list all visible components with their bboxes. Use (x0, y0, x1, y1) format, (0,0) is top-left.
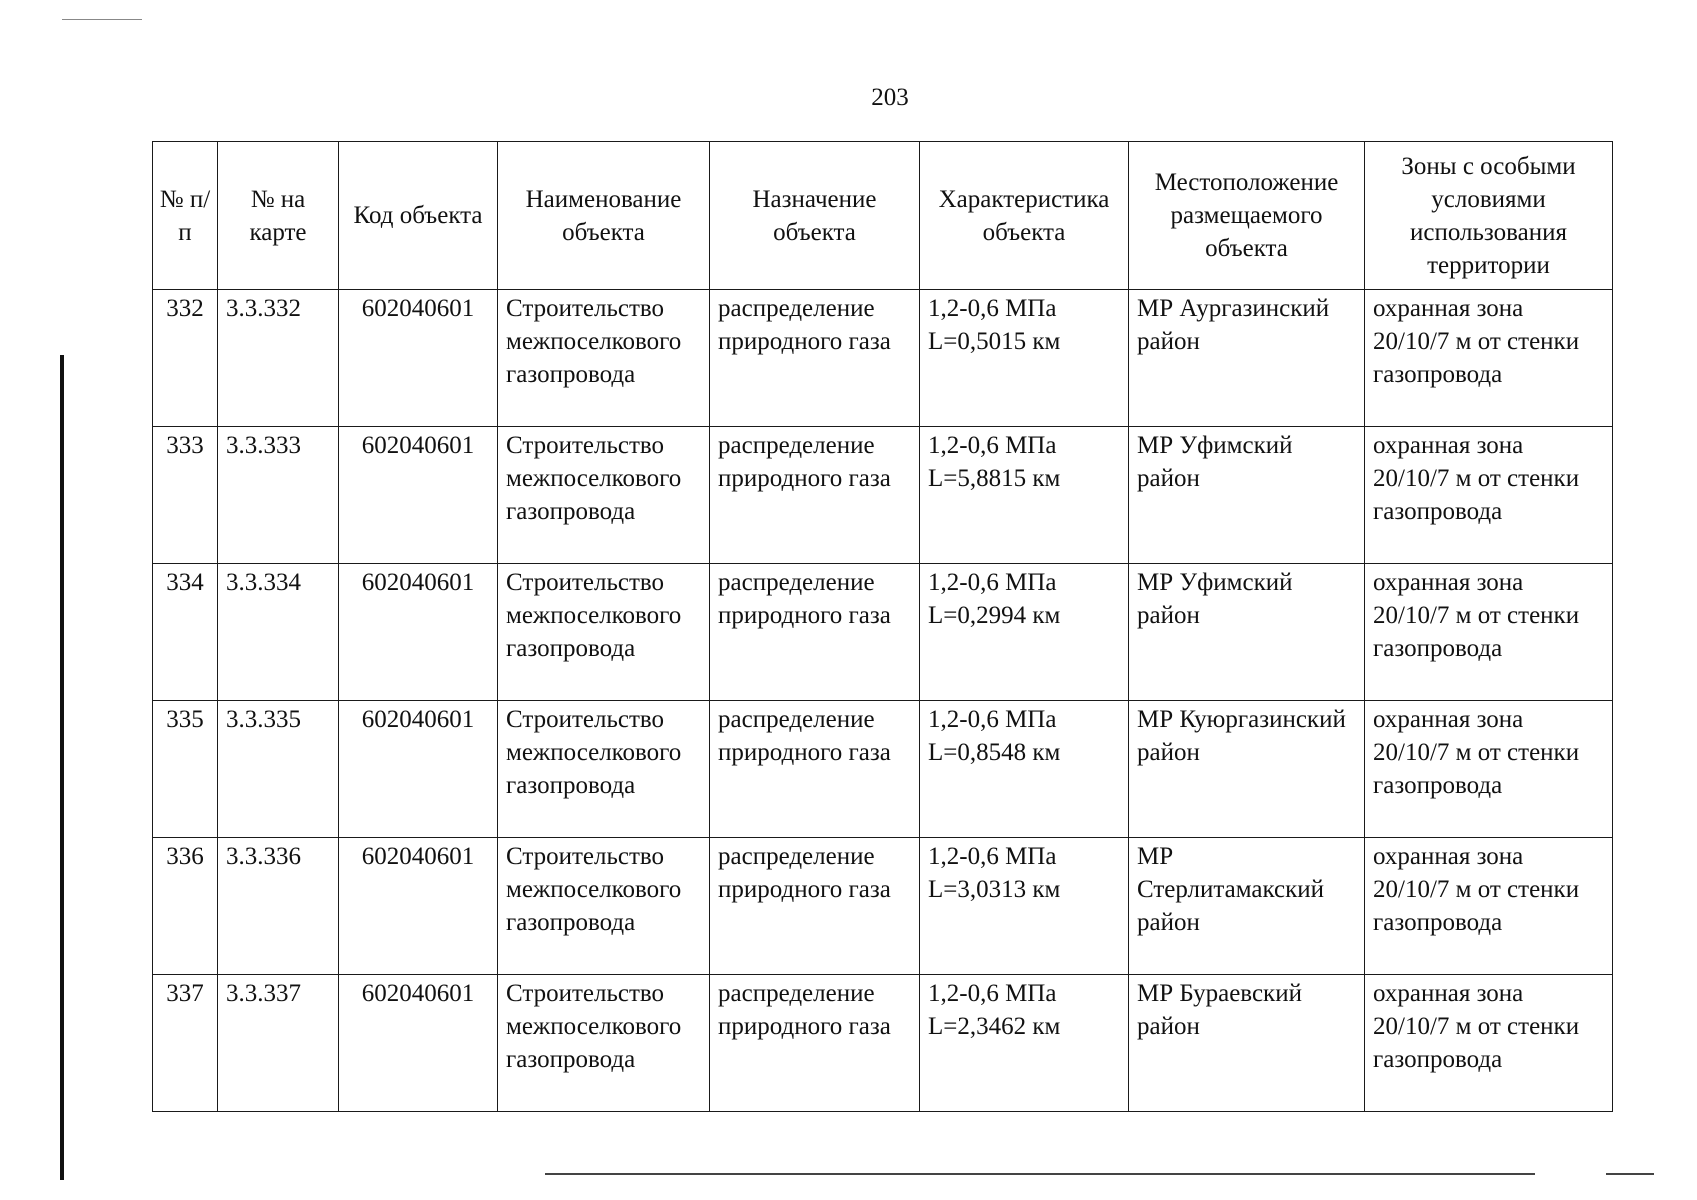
cell-object-purpose: распределение природного газа (710, 427, 920, 564)
header-cell-object-location: Местоположение размещаемого объекта (1129, 142, 1365, 290)
table-row (153, 290, 1613, 427)
cell-object-name: Строительство межпоселкового газопровода (498, 701, 710, 838)
header-cell-object-purpose: Назначение объекта (710, 142, 920, 290)
header-cell-number: № п/п (153, 142, 218, 290)
cell-object-location: МР Аургазинский район (1129, 290, 1365, 427)
cell-object-purpose: распределение природного газа (710, 564, 920, 701)
cell-object-code: 602040601 (339, 701, 498, 838)
header-cell-object-code: Код объекта (339, 142, 498, 290)
cell-object-name: Строительство межпоселкового газопровода (498, 290, 710, 427)
cell-special-zone: охранная зона 20/10/7 м от стенки газопровода (1365, 564, 1613, 701)
cell-number: 334 (153, 564, 218, 701)
cell-map-number: 3.3.332 (218, 290, 339, 427)
cell-object-purpose: распределение природного газа (710, 701, 920, 838)
cell-object-location: МР Уфимский район (1129, 427, 1365, 564)
cell-object-name: Строительство межпоселкового газопровода (498, 838, 710, 975)
cell-object-purpose: распределение природного газа (710, 838, 920, 975)
cell-object-name: Строительство межпоселкового газопровода (498, 975, 710, 1112)
cell-object-code: 602040601 (339, 975, 498, 1112)
cell-object-code: 602040601 (339, 838, 498, 975)
cell-object-code: 602040601 (339, 290, 498, 427)
cell-object-location: МР Бураевский район (1129, 975, 1365, 1112)
table-row (153, 838, 1613, 975)
scan-artifact-line (545, 1173, 1535, 1175)
cell-object-location: МР Уфимский район (1129, 564, 1365, 701)
table-row (153, 975, 1613, 1112)
cell-object-characteristic: 1,2-0,6 МПа L=0,8548 км (920, 701, 1129, 838)
cell-object-characteristic: 1,2-0,6 МПа L=5,8815 км (920, 427, 1129, 564)
header-cell-special-zones: Зоны с особыми условиями использования территории (1365, 142, 1613, 290)
cell-special-zone: охранная зона 20/10/7 м от стенки газопровода (1365, 290, 1613, 427)
cell-object-characteristic: 1,2-0,6 МПа L=0,2994 км (920, 564, 1129, 701)
cell-map-number: 3.3.337 (218, 975, 339, 1112)
cell-number: 332 (153, 290, 218, 427)
table-header-row (153, 142, 1613, 290)
cell-special-zone: охранная зона 20/10/7 м от стенки газопровода (1365, 838, 1613, 975)
cell-object-code: 602040601 (339, 564, 498, 701)
cell-object-name: Строительство межпоселкового газопровода (498, 427, 710, 564)
header-cell-map-number: № на карте (218, 142, 339, 290)
cell-number: 333 (153, 427, 218, 564)
cell-object-name: Строительство межпоселкового газопровода (498, 564, 710, 701)
header-cell-object-characteristic: Характеристика объекта (920, 142, 1129, 290)
cell-number: 336 (153, 838, 218, 975)
scan-artifact-bar (60, 355, 64, 1180)
cell-object-purpose: распределение природного газа (710, 290, 920, 427)
cell-special-zone: охранная зона 20/10/7 м от стенки газопровода (1365, 427, 1613, 564)
table-row (153, 564, 1613, 701)
cell-object-characteristic: 1,2-0,6 МПа L=0,5015 км (920, 290, 1129, 427)
cell-object-code: 602040601 (339, 427, 498, 564)
cell-object-location: МР Стерлитамакский район (1129, 838, 1365, 975)
header-cell-object-name: Наименование объекта (498, 142, 710, 290)
cell-map-number: 3.3.336 (218, 838, 339, 975)
scan-artifact-line (1606, 1173, 1654, 1175)
cell-number: 337 (153, 975, 218, 1112)
cell-special-zone: охранная зона 20/10/7 м от стенки газопровода (1365, 975, 1613, 1112)
cell-object-location: МР Куюргазинский район (1129, 701, 1365, 838)
page-number: 203 (871, 84, 909, 111)
cell-object-purpose: распределение природного газа (710, 975, 920, 1112)
table-row (153, 701, 1613, 838)
cell-special-zone: охранная зона 20/10/7 м от стенки газопровода (1365, 701, 1613, 838)
cell-object-characteristic: 1,2-0,6 МПа L=3,0313 км (920, 838, 1129, 975)
cell-map-number: 3.3.335 (218, 701, 339, 838)
objects-table (152, 141, 1613, 1112)
cell-number: 335 (153, 701, 218, 838)
cell-map-number: 3.3.333 (218, 427, 339, 564)
table-row (153, 427, 1613, 564)
cell-object-characteristic: 1,2-0,6 МПа L=2,3462 км (920, 975, 1129, 1112)
scan-artifact-line (62, 19, 142, 20)
cell-map-number: 3.3.334 (218, 564, 339, 701)
